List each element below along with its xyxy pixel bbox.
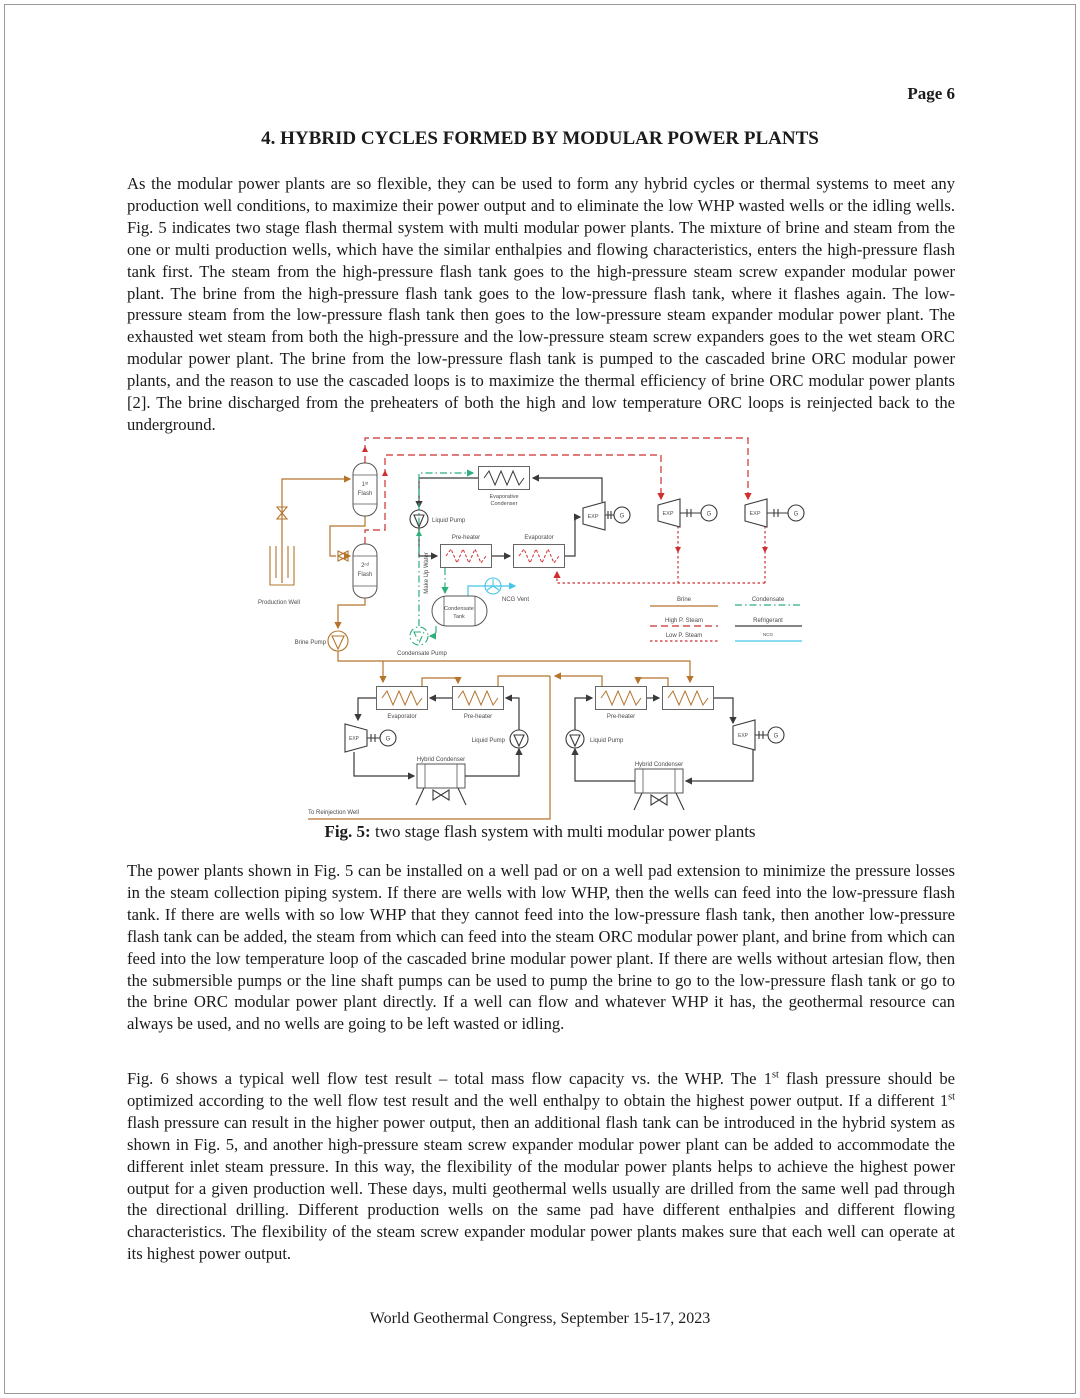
brine-orc-loop-high-temp [345,687,528,806]
svg-text:Liquid Pump: Liquid Pump [432,518,466,524]
paragraph-2: The power plants shown in Fig. 5 can be installed on a well pad or on a well pad extension to minimize the pressure losses in the steam collection piping system. If there are wells with low WHP, then the wells can feed into the low-pressure flash tank. If there are wells with so low WHP that they cannot feed into the low-pressure flash tank, then another low-pressure flash tank can be added, the steam from which can feed into the steam ORC modular power plant, and brine from which can feed into the low temperature loop of the cascaded brine modular power plant. If there are wells without artesian flow, then the submersible pumps or the line shaft pumps can be used to pump the brine to go to the low-pressure flash tank or go to the brine ORC modular power plant directly. If a well can flow and whatever WHP it has, the geothermal resource can always be used, and no wells are going to be left wasted or idling. [127,861,955,1034]
legend [650,597,802,641]
figure-caption-label: Fig. 5: [324,822,371,841]
svg-text:Production Well: Production Well [258,600,300,606]
page-footer: World Geothermal Congress, September 15-17, 2023 [369,1310,711,1327]
figure-caption [0,822,1080,842]
svg-text:Condenser: Condenser [490,501,518,507]
process-flow-diagram [250,433,830,823]
expander-lp-steam [658,499,717,527]
svg-text:EXP: EXP [749,511,761,517]
section-title: 4. HYBRID CYCLES FORMED BY MODULAR POWER PLANTS [261,128,819,149]
steam-arrow [762,547,768,553]
to-reinjection-well-label: To Reinjection Well [308,810,359,816]
svg-text:Hybrid Condenser: Hybrid Condenser [416,757,466,763]
page-number: Page 6 [907,84,955,103]
pre-heater-top [441,535,492,568]
legend-brine: Brine [676,597,692,603]
steam-arrow [362,446,368,452]
svg-text:Condensate Pump: Condensate Pump [397,651,447,657]
svg-text:EXP: EXP [737,733,749,739]
make-up-water-label: Make Up Water [424,552,430,594]
svg-text:Tank: Tank [453,614,465,620]
paragraph-3-segment: flash pressure should be optimized according to the well flow test result and the well enthalpy to obtain the highest power output. If a different 1 [127,1069,956,1110]
figure-caption-text: two stage flash system with multi modular power plants [370,822,756,841]
svg-text:G: G [773,733,779,740]
legend-condensate: Condensate [751,597,785,603]
condensate-pump [397,627,447,657]
superscript-st: st [772,1069,779,1081]
steam-arrow [382,470,388,476]
svg-text:Flash: Flash [357,491,373,497]
svg-text:Liquid Pump: Liquid Pump [590,738,624,744]
svg-text:G: G [619,513,625,520]
svg-text:Brine Pump: Brine Pump [294,640,326,646]
paragraph-1: As the modular power plants are so flexible, they can be used to form any hybrid cycles or thermal systems to meet any production well conditions, to maximize their power output and to eliminate the low WHP wasted wells or the idling wells. Fig. 5 indicates two stage flash thermal system with multi modular power plants. The mixture of brine and steam from the one or multi production wells, which have the similar enthalpies and flowing characteristics, enters the high-pressure flash tank first. The steam from the high-pressure flash tank goes to the high-pressure steam screw expander modular power plant. The brine from the high-pressure flash tank goes to the low-pressure flash tank, where it flashes again. The low-pressure steam from the low-pressure flash tank then goes to the low-pressure steam expander modular power plant. The exhausted wet steam from both the high-pressure and the low-pressure steam screw expanders goes to the wet steam ORC modular power plant. The brine from the low-pressure flash tank is pumped to the cascaded brine ORC modular power plants, and the reason to use the cascaded loops is to maximize the thermal efficiency of brine ORC modular power plants [2]. The brine discharged from the preheaters of both the high and low temperature ORC loops is reinjected back to the underground. [127,174,955,434]
evaporative-condenser [479,467,530,508]
svg-text:EXP: EXP [587,514,599,520]
brine-orc-loop-low-temp [566,687,784,811]
flash-tank-2 [338,544,377,598]
svg-text:Pre-heater: Pre-heater [451,535,481,541]
svg-text:Hybrid Condenser: Hybrid Condenser [634,762,684,768]
svg-text:Evaporator: Evaporator [524,535,554,541]
superscript-st: st [948,1091,955,1103]
ncg-vent-fan [485,578,529,603]
legend-low-p-steam: Low P. Steam [665,633,703,639]
paragraph-3-segment: flash pressure can result in the higher power output, then an additional flash tank can be introduced in the hybrid system as shown in Fig. 5, and another high-pressure steam screw expander modular power plant can be added to accommodate the different inlet steam pressure. In this way, the flexibility of the modular power plants helps to achieve the highest power output for a given production well. These days, multi geothermal wells usually are drilled from the same well pad through the directional drilling. Different production wells on the same pad have different enthalpies and different flowing characteristics. The flexibility of the steam screw expander modular power plants makes sure that each well can operate at its highest power output. [127,1112,955,1264]
legend-high-p-steam: High P. Steam [665,618,703,624]
condensate-arrow [416,530,422,536]
flash-tank-1 [353,463,377,516]
svg-text:G: G [793,511,799,518]
svg-text:Liquid Pump: Liquid Pump [471,738,505,744]
legend-ncg: NCG [763,632,773,637]
svg-text:2ⁿᵈ: 2ⁿᵈ [361,563,369,569]
steam-arrow [675,547,681,553]
svg-text:NCG Vent: NCG Vent [502,597,530,603]
condensate-tank [432,596,487,626]
svg-text:1ˢᵗ: 1ˢᵗ [361,482,369,488]
svg-text:Condensate: Condensate [444,606,474,612]
svg-text:EXP: EXP [662,511,674,517]
legend-refrigerant: Refrigerant [753,618,783,624]
production-well [258,507,300,606]
svg-text:Pre-heater: Pre-heater [463,714,493,720]
expander-orc [583,502,630,530]
paragraph-3-segment: Fig. 6 shows a typical well flow test result – total mass flow capacity vs. the WHP. The 1 [127,1069,773,1088]
svg-text:G: G [385,736,391,743]
figure-5-diagram [250,433,830,823]
svg-text:Pre-heater: Pre-heater [606,714,636,720]
svg-text:Flash: Flash [357,572,373,578]
expander-hp-steam [745,499,804,527]
svg-text:Evaporator: Evaporator [387,714,417,720]
svg-text:EXP: EXP [348,736,360,742]
svg-text:G: G [706,511,712,518]
evaporator-top [514,535,565,568]
paragraph-3 [127,1068,955,1265]
svg-text:Evaporative: Evaporative [489,494,519,500]
brine-pump [295,631,348,651]
